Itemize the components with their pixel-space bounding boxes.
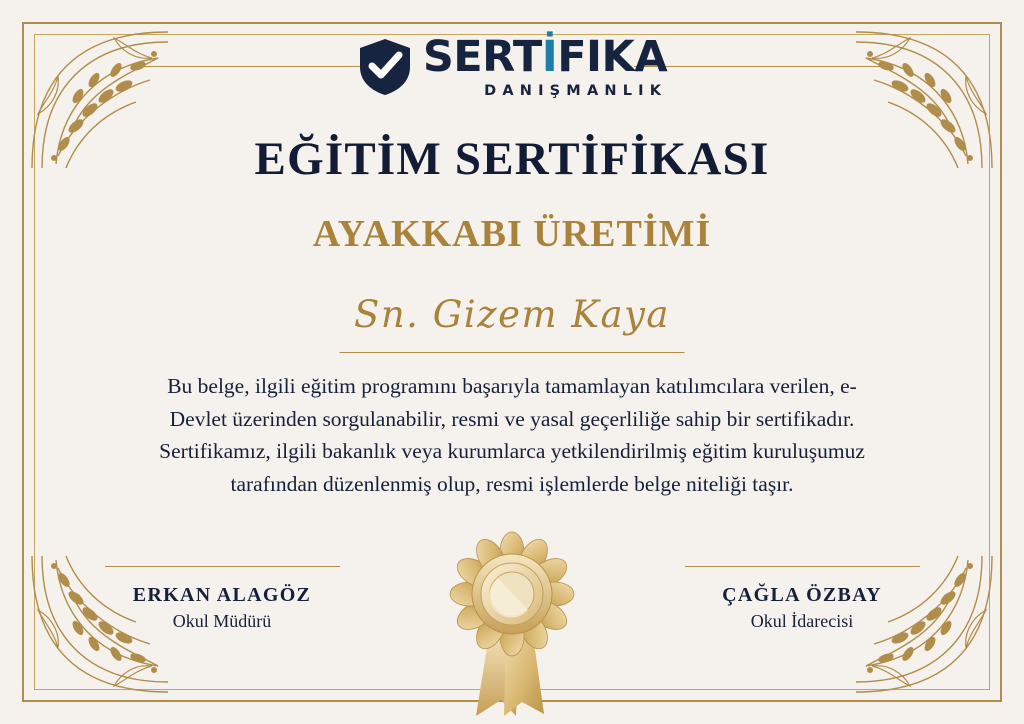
brand-wordmark bbox=[422, 32, 668, 99]
signature-name: ÇAĞLA ÖZBAY bbox=[722, 584, 882, 606]
signature-block-left bbox=[72, 566, 372, 632]
shield-check-icon bbox=[357, 37, 413, 97]
signature-line bbox=[685, 566, 920, 567]
signature-line bbox=[105, 566, 340, 567]
signature-role: Okul İdarecisi bbox=[750, 611, 854, 631]
signature-name: ERKAN ALAGÖZ bbox=[132, 584, 312, 606]
signature-block-right bbox=[652, 566, 952, 632]
certificate-body-text: Bu belge, ilgili eğitim programını başarıyla tamamlayan katılımcılara verilen, e-Devlet üzerinden sorgulanabilir, resmi ve yasal geçerliliğe sahip bir sertifikadır. Sertifikamız, ilgili bakanlık veya kurumlarca yetkilendirilmiş eğitim kuruluşumuz tarafından düzenlenmiş olup, resmi işlemlerde belge niteliği taşır. bbox=[159, 374, 865, 497]
recipient-name: Sn. Gizem Kaya bbox=[354, 293, 670, 336]
brand-name-accent: İ bbox=[541, 32, 558, 82]
certificate-subject: AYAKKABI ÜRETİMİ bbox=[312, 213, 712, 255]
brand-name: SERTİFIKA bbox=[422, 32, 668, 82]
award-rosette-icon bbox=[446, 524, 578, 720]
signature-role: Okul Müdürü bbox=[172, 611, 272, 631]
brand-subtitle: DANIŞMANLIK bbox=[484, 83, 668, 99]
recipient-underline bbox=[340, 352, 685, 353]
certificate-title: EĞİTİM SERTİFİKASI bbox=[254, 133, 770, 185]
brand-logo bbox=[0, 32, 1024, 99]
